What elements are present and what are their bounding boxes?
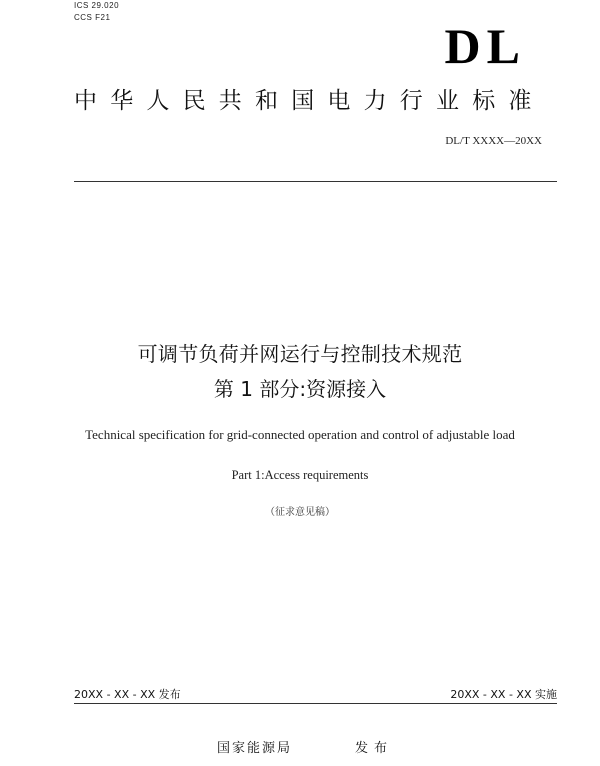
chinese-title-line1: 可调节负荷并网运行与控制技术规范 xyxy=(137,342,463,366)
industry-standard-title: 中华人民共和国电力行业标准 xyxy=(74,88,545,114)
footer-divider xyxy=(74,703,557,704)
ics-code: ICS 29.020 xyxy=(74,1,120,10)
english-title: Technical specification for grid-connected operation and control of adjustable load xyxy=(85,427,515,442)
issue-label: 发布 xyxy=(355,741,394,756)
issuing-authority: 国家能源局 xyxy=(217,741,293,756)
implement-date: 20XX - XX - XX 实施 xyxy=(450,688,557,701)
ccs-code: CCS F21 xyxy=(74,13,111,22)
draft-status: （征求意见稿） xyxy=(265,507,335,518)
english-part-title: Part 1:Access requirements xyxy=(231,468,369,482)
standard-number: DL/T XXXX—20XX xyxy=(445,135,542,147)
publish-date: 20XX - XX - XX 发布 xyxy=(74,688,181,701)
chinese-title-line2: 第 1 部分:资源接入 xyxy=(213,377,387,401)
dl-logo: DL xyxy=(444,18,526,74)
header-divider xyxy=(74,181,557,182)
